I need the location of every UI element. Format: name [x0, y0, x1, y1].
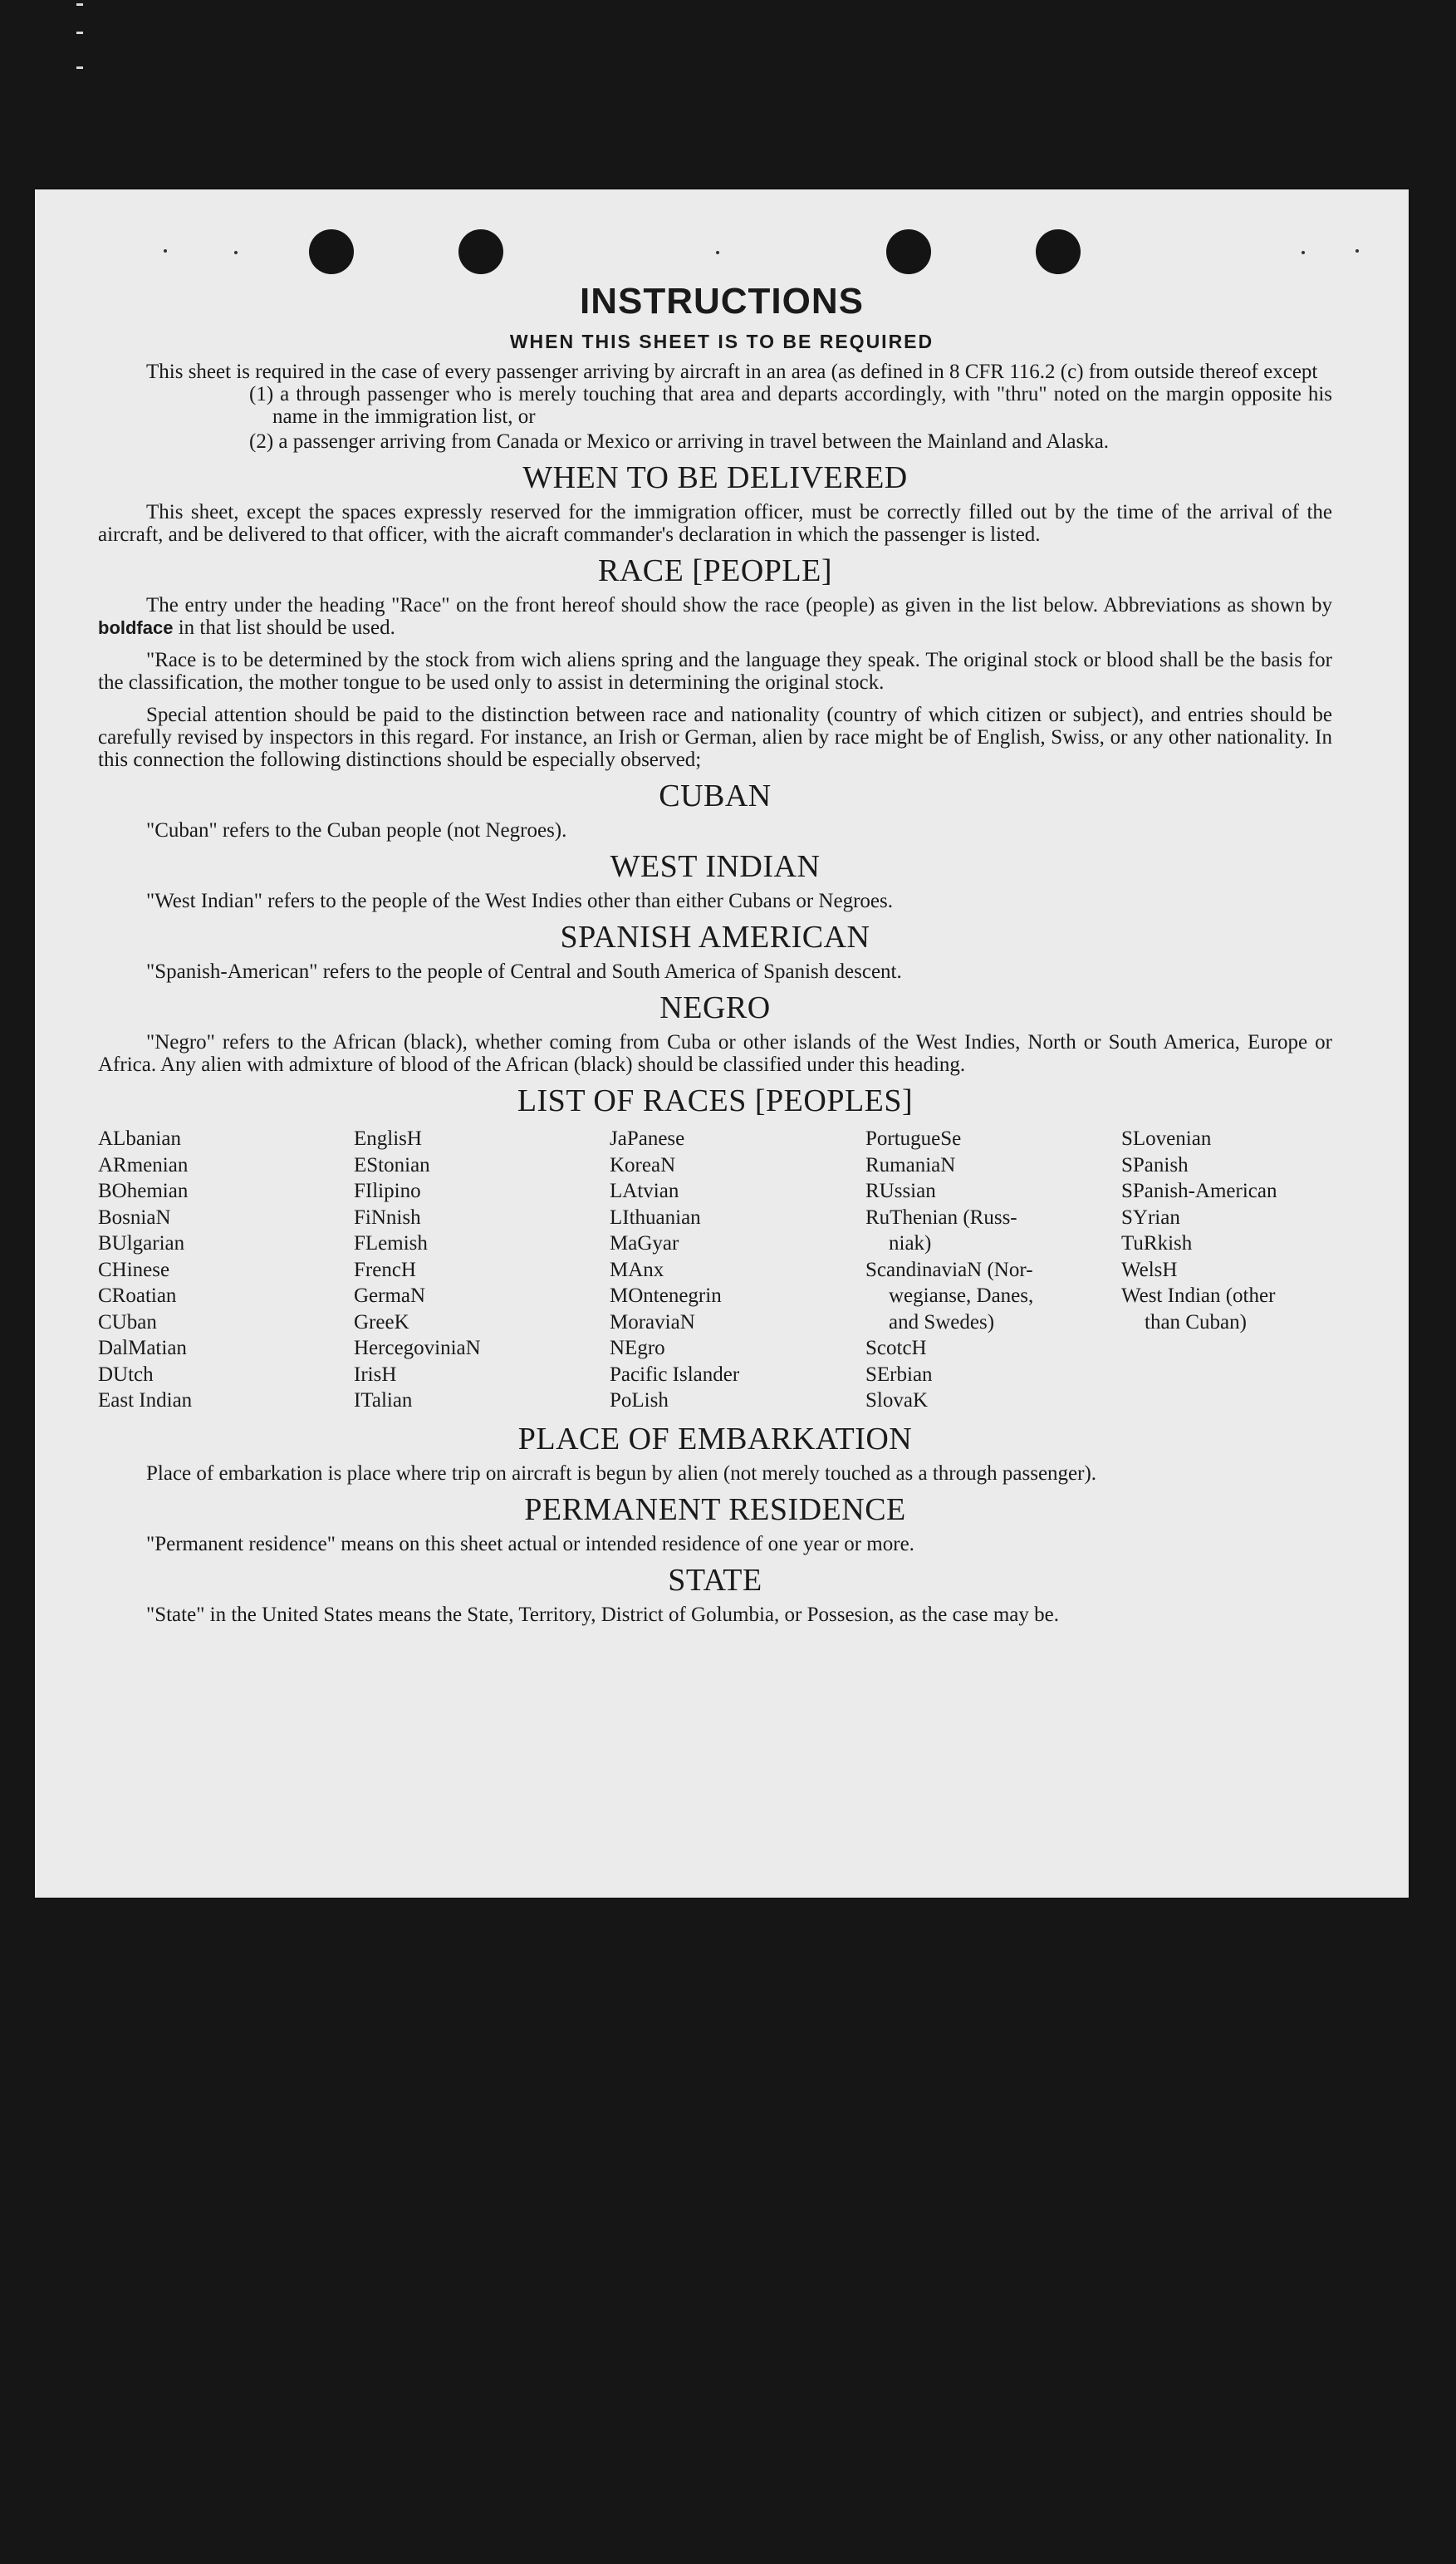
race-column-4	[865, 1126, 1121, 1414]
race-entry: TuRkish	[1121, 1232, 1193, 1255]
speck	[1302, 251, 1305, 254]
race-entry: FiNnish	[354, 1206, 421, 1229]
speck	[234, 251, 238, 254]
race-entry: West Indian (other	[1121, 1284, 1276, 1307]
race-entry: EStonian	[354, 1153, 430, 1176]
race-entry: LAtvian	[610, 1180, 679, 1202]
race-entry: BosniaN	[98, 1206, 171, 1229]
race-entry: SlovaK	[865, 1389, 928, 1412]
section-heading-delivered: WHEN TO BE DELIVERED	[522, 460, 908, 495]
race-entry: Pacific Islander	[610, 1363, 740, 1386]
race-entry: CHinese	[98, 1258, 170, 1281]
embarkation-paragraph: Place of embarkation is place where trip on aircraft is begun by alien (not merely touched as a through passenger).	[146, 1461, 1097, 1485]
race-entry: DalMatian	[98, 1337, 187, 1359]
race-entry: IrisH	[354, 1363, 397, 1386]
race-entry: FLemish	[354, 1232, 428, 1255]
race-entry: FIlipino	[354, 1180, 421, 1202]
race-entry: GreeK	[354, 1310, 409, 1334]
race-entry: SErbian	[865, 1363, 933, 1386]
document-body	[98, 361, 1332, 1626]
punch-holes	[35, 229, 1409, 279]
race-entry: FrencH	[354, 1258, 416, 1281]
race-entry: RumaniaN	[865, 1153, 956, 1176]
punch-hole	[458, 229, 503, 274]
cuban-paragraph: "Cuban" refers to the Cuban people (not Negroes).	[146, 819, 567, 842]
race-entry: ALbanian	[98, 1127, 181, 1150]
race-entry: HercegoviniaN	[354, 1337, 481, 1359]
race-entry: CUban	[98, 1310, 157, 1334]
race-entry: GermaN	[354, 1284, 426, 1307]
intro-item-1: (1) a through passenger who is merely touching that area and departs accordingly, with "thru" noted on the margin opposite his name in the immigration list, or	[249, 383, 1332, 428]
race-entry: ITalian	[354, 1389, 413, 1412]
scan-mark	[76, 66, 83, 69]
race-entry: MaGyar	[610, 1232, 679, 1255]
race-entry: EnglisH	[354, 1127, 422, 1150]
punch-hole	[1036, 229, 1081, 274]
race-entry: MoraviaN	[610, 1310, 695, 1334]
race-entry: RUssian	[865, 1180, 936, 1202]
race-entry: than Cuban)	[1145, 1310, 1247, 1334]
race-entry: DUtch	[98, 1363, 154, 1386]
race-entry: RuThenian (Russ-	[865, 1206, 1017, 1229]
race-entry: wegianse, Danes,	[889, 1284, 1034, 1307]
race-paragraph-2: "Race is to be determined by the stock from wich aliens spring and the language they speak. The original stock or blood shall be the basis for the classification, the mother tongue to be used only to assist in determining the original stock.	[98, 649, 1332, 694]
intro-paragraph: This sheet is required in the case of every passenger arriving by aircraft in an area (as defined in 8 CFR 116.2 (c) from outside thereof except	[146, 361, 1318, 383]
race-entry: ARmenian	[98, 1153, 189, 1176]
document-page	[35, 189, 1409, 1898]
race-entry: MAnx	[610, 1258, 664, 1281]
section-heading-race: RACE [PEOPLE]	[598, 553, 832, 588]
race-entry: PoLish	[610, 1389, 669, 1412]
race-list	[98, 1126, 1332, 1414]
race-entry: SPanish-American	[1121, 1180, 1277, 1202]
race-entry: MOntenegrin	[610, 1284, 722, 1307]
race-entry: East Indian	[98, 1389, 193, 1412]
race-entry: PortugueSe	[865, 1127, 962, 1150]
race-entry: SLovenian	[1121, 1127, 1212, 1150]
race-entry: CRoatian	[98, 1284, 177, 1307]
race-entry: NEgro	[610, 1337, 665, 1359]
punch-hole	[886, 229, 931, 274]
negro-paragraph: "Negro" refers to the African (black), whether coming from Cuba or other islands of the West Indies, North or South America, Europe or Africa. Any alien with admixture of blood of the African (black) should be classified under this heading.	[98, 1031, 1332, 1076]
race-entry: LIthuanian	[610, 1206, 701, 1229]
scan-mark	[76, 32, 83, 34]
section-heading-embarkation: PLACE OF EMBARKATION	[517, 1421, 913, 1456]
race-paragraph-3: Special attention should be paid to the distinction between race and nationality (country of which citizen or subject), and entries should be carefully revised by inspectors in this regard. For instance, an Irish or German, alien by race might be of English, Swiss, or any other nationality. In this connection the following distinctions should be especially observed;	[98, 704, 1332, 771]
delivered-paragraph: This sheet, except the spaces expressly reserved for the immigration officer, must be correctly filled out by the time of the arrival of the aircraft, and be delivered to that officer, with the aicraft commander's declaration in which the passenger is listed.	[98, 501, 1332, 546]
race-entry: ScotcH	[865, 1337, 927, 1359]
state-paragraph: "State" in the United States means the State, Territory, District of Golumbia, or Possesion, as the case may be.	[146, 1603, 1059, 1626]
speck	[164, 249, 167, 253]
section-heading-residence: PERMANENT RESIDENCE	[524, 1491, 906, 1527]
scan-mark	[76, 3, 83, 6]
page-title: INSTRUCTIONS	[580, 281, 864, 322]
race-entry: KoreaN	[610, 1153, 676, 1176]
race-column-1	[98, 1126, 354, 1414]
section-heading-negro: NEGRO	[659, 990, 771, 1025]
race-column-2	[354, 1126, 610, 1414]
race-entry: SPanish	[1121, 1153, 1189, 1176]
section-heading-spanish-american: SPANISH AMERICAN	[560, 920, 870, 955]
race-paragraph-1-text-end: in that list should be used.	[173, 616, 395, 639]
race-entry: BOhemian	[98, 1180, 189, 1202]
section-heading-west-indian: WEST INDIAN	[610, 849, 821, 884]
speck	[716, 251, 719, 254]
spanish-american-paragraph: "Spanish-American" refers to the people of Central and South America of Spanish descent.	[146, 960, 902, 983]
residence-paragraph: "Permanent residence" means on this sheet actual or intended residence of one year or more.	[146, 1532, 914, 1555]
race-entry: niak)	[889, 1232, 932, 1255]
race-entry: WelsH	[1121, 1258, 1178, 1281]
race-paragraph-1	[98, 594, 1332, 639]
page-subtitle: WHEN THIS SHEET IS TO BE REQUIRED	[509, 331, 934, 352]
section-heading-state: STATE	[668, 1562, 762, 1598]
punch-hole	[309, 229, 354, 274]
race-entry: ScandinaviaN (Nor-	[865, 1258, 1033, 1281]
race-paragraph-1-text: The entry under the heading "Race" on the front hereof should show the race (people) as given in the list below. Abbreviations as shown by	[146, 594, 1332, 616]
race-entry: BUlgarian	[98, 1232, 185, 1255]
race-entry: and Swedes)	[889, 1310, 995, 1334]
speck	[1356, 249, 1359, 253]
west-indian-paragraph: "West Indian" refers to the people of the West Indies other than either Cubans or Negroes.	[146, 890, 893, 912]
section-heading-races: LIST OF RACES [PEOPLES]	[517, 1083, 914, 1118]
section-heading-cuban: CUBAN	[659, 779, 772, 813]
race-entry: SYrian	[1121, 1206, 1180, 1229]
intro-item-2: (2) a passenger arriving from Canada or Mexico or arriving in travel between the Mainland and Alaska.	[249, 430, 1110, 453]
race-entry: JaPanese	[610, 1127, 685, 1150]
race-column-3	[610, 1126, 865, 1414]
boldface-word: boldface	[98, 617, 174, 638]
race-column-5	[1121, 1126, 1329, 1414]
